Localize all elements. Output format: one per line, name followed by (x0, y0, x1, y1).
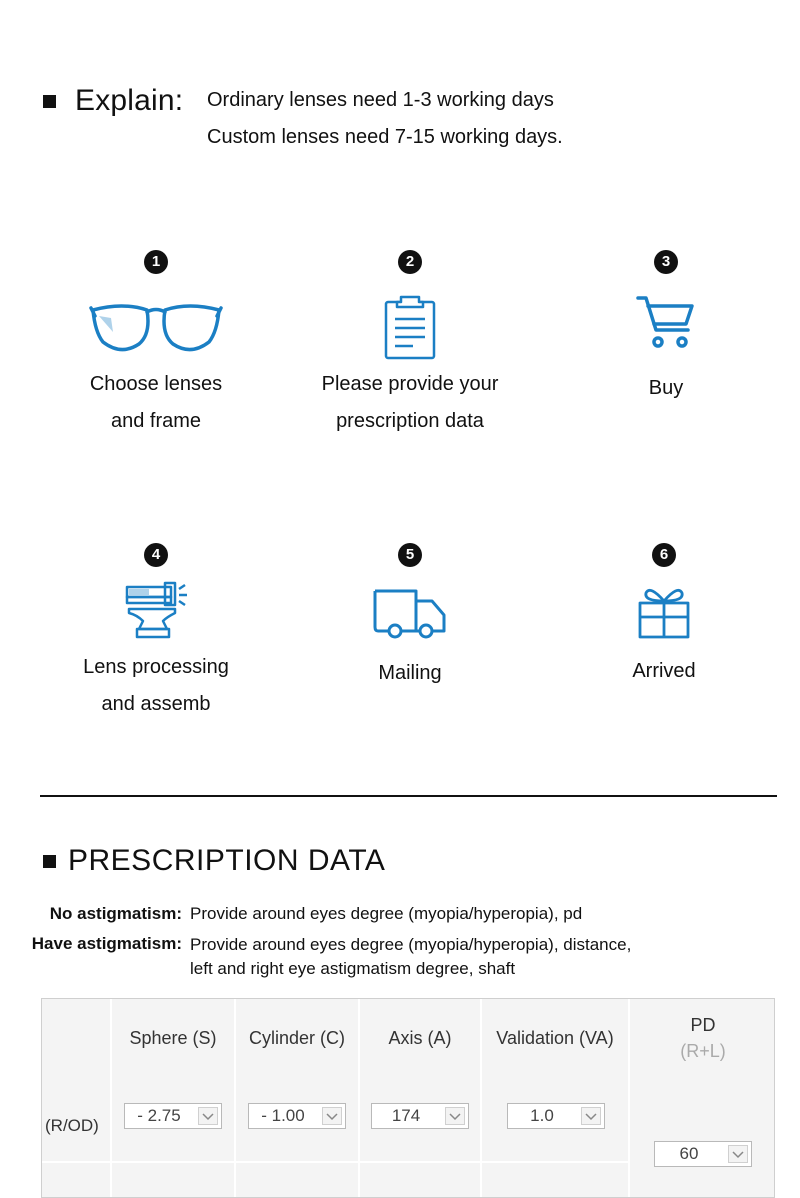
gift-icon (636, 581, 692, 641)
sphere-select[interactable] (124, 1103, 222, 1129)
chevron-down-icon (198, 1107, 218, 1125)
pd-value: 60 (679, 1144, 699, 1163)
step-number: 3 (654, 250, 678, 274)
step-label-line-1: Lens processing (83, 656, 229, 678)
step-1 (36, 250, 276, 440)
header-cylinder: Cylinder (C) (248, 1027, 345, 1048)
pd-label: PD (690, 1015, 716, 1035)
bullet-square (43, 95, 56, 108)
cart-icon (636, 294, 696, 352)
section-divider (40, 795, 777, 797)
explain-line-2: Custom lenses need 7-15 working days. (207, 126, 563, 148)
explain-line-1: Ordinary lenses need 1-3 working days (207, 89, 554, 111)
step-2 (290, 250, 530, 440)
sphere-value: - 2.75 (137, 1106, 181, 1125)
lens-processing-machine-icon (123, 581, 189, 645)
prescription-table (41, 998, 775, 1198)
cylinder-select[interactable] (248, 1103, 346, 1129)
axis-value: 174 (391, 1106, 421, 1125)
cylinder-value: - 1.00 (261, 1106, 305, 1125)
pd-select[interactable] (654, 1141, 752, 1167)
step-label-line-1: Mailing (378, 662, 442, 684)
step-number: 5 (398, 543, 422, 567)
step-label-line-1: Arrived (632, 660, 696, 682)
chevron-down-icon (728, 1145, 748, 1163)
glasses-icon (89, 296, 223, 354)
have-astigmatism-text-line-1: Provide around eyes degree (myopia/hyperopia), distance, (190, 935, 632, 954)
step-label-line-2: prescription data (336, 410, 484, 432)
header-axis: Axis (A) (388, 1027, 452, 1048)
step-4 (36, 543, 276, 723)
no-astigmatism-label: No astigmatism: (49, 904, 182, 923)
prescription-title: PRESCRIPTION DATA (68, 844, 386, 877)
explain-title: Explain: (75, 84, 184, 117)
header-sphere: Sphere (S) (129, 1027, 217, 1048)
step-number: 1 (144, 250, 168, 274)
chevron-down-icon (445, 1107, 465, 1125)
have-astigmatism-text-line-2: left and right eye astigmatism degree, shaft (190, 959, 516, 978)
header-pd (630, 999, 776, 1077)
step-label-line-1: Please provide your (321, 373, 499, 395)
chevron-down-icon (322, 1107, 342, 1125)
step-label-line-1: Buy (648, 377, 684, 399)
step-label-line-2: and assemb (101, 693, 211, 715)
step-3 (546, 250, 786, 407)
step-6 (544, 543, 784, 690)
truck-icon (372, 587, 448, 643)
step-5 (290, 543, 530, 692)
header-validation: Validation (VA) (496, 1027, 614, 1048)
have-astigmatism-label: Have astigmatism: (31, 934, 182, 953)
step-label-line-1: Choose lenses (89, 373, 223, 395)
axis-select[interactable] (371, 1103, 469, 1129)
step-label-line-2: and frame (110, 410, 202, 432)
no-astigmatism-text: Provide around eyes degree (myopia/hyperopia), pd (190, 904, 583, 923)
step-number: 6 (652, 543, 676, 567)
clipboard-icon (383, 294, 437, 360)
step-number: 2 (398, 250, 422, 274)
bullet-square (43, 855, 56, 868)
validation-value: 1.0 (530, 1106, 554, 1125)
row-divider (42, 1161, 628, 1163)
step-number: 4 (144, 543, 168, 567)
table-col (42, 999, 112, 1197)
row-label-right-eye: (R/OD) (45, 1116, 99, 1135)
validation-select[interactable] (507, 1103, 605, 1129)
chevron-down-icon (581, 1107, 601, 1125)
pd-sub-label: (R+L) (680, 1041, 726, 1061)
